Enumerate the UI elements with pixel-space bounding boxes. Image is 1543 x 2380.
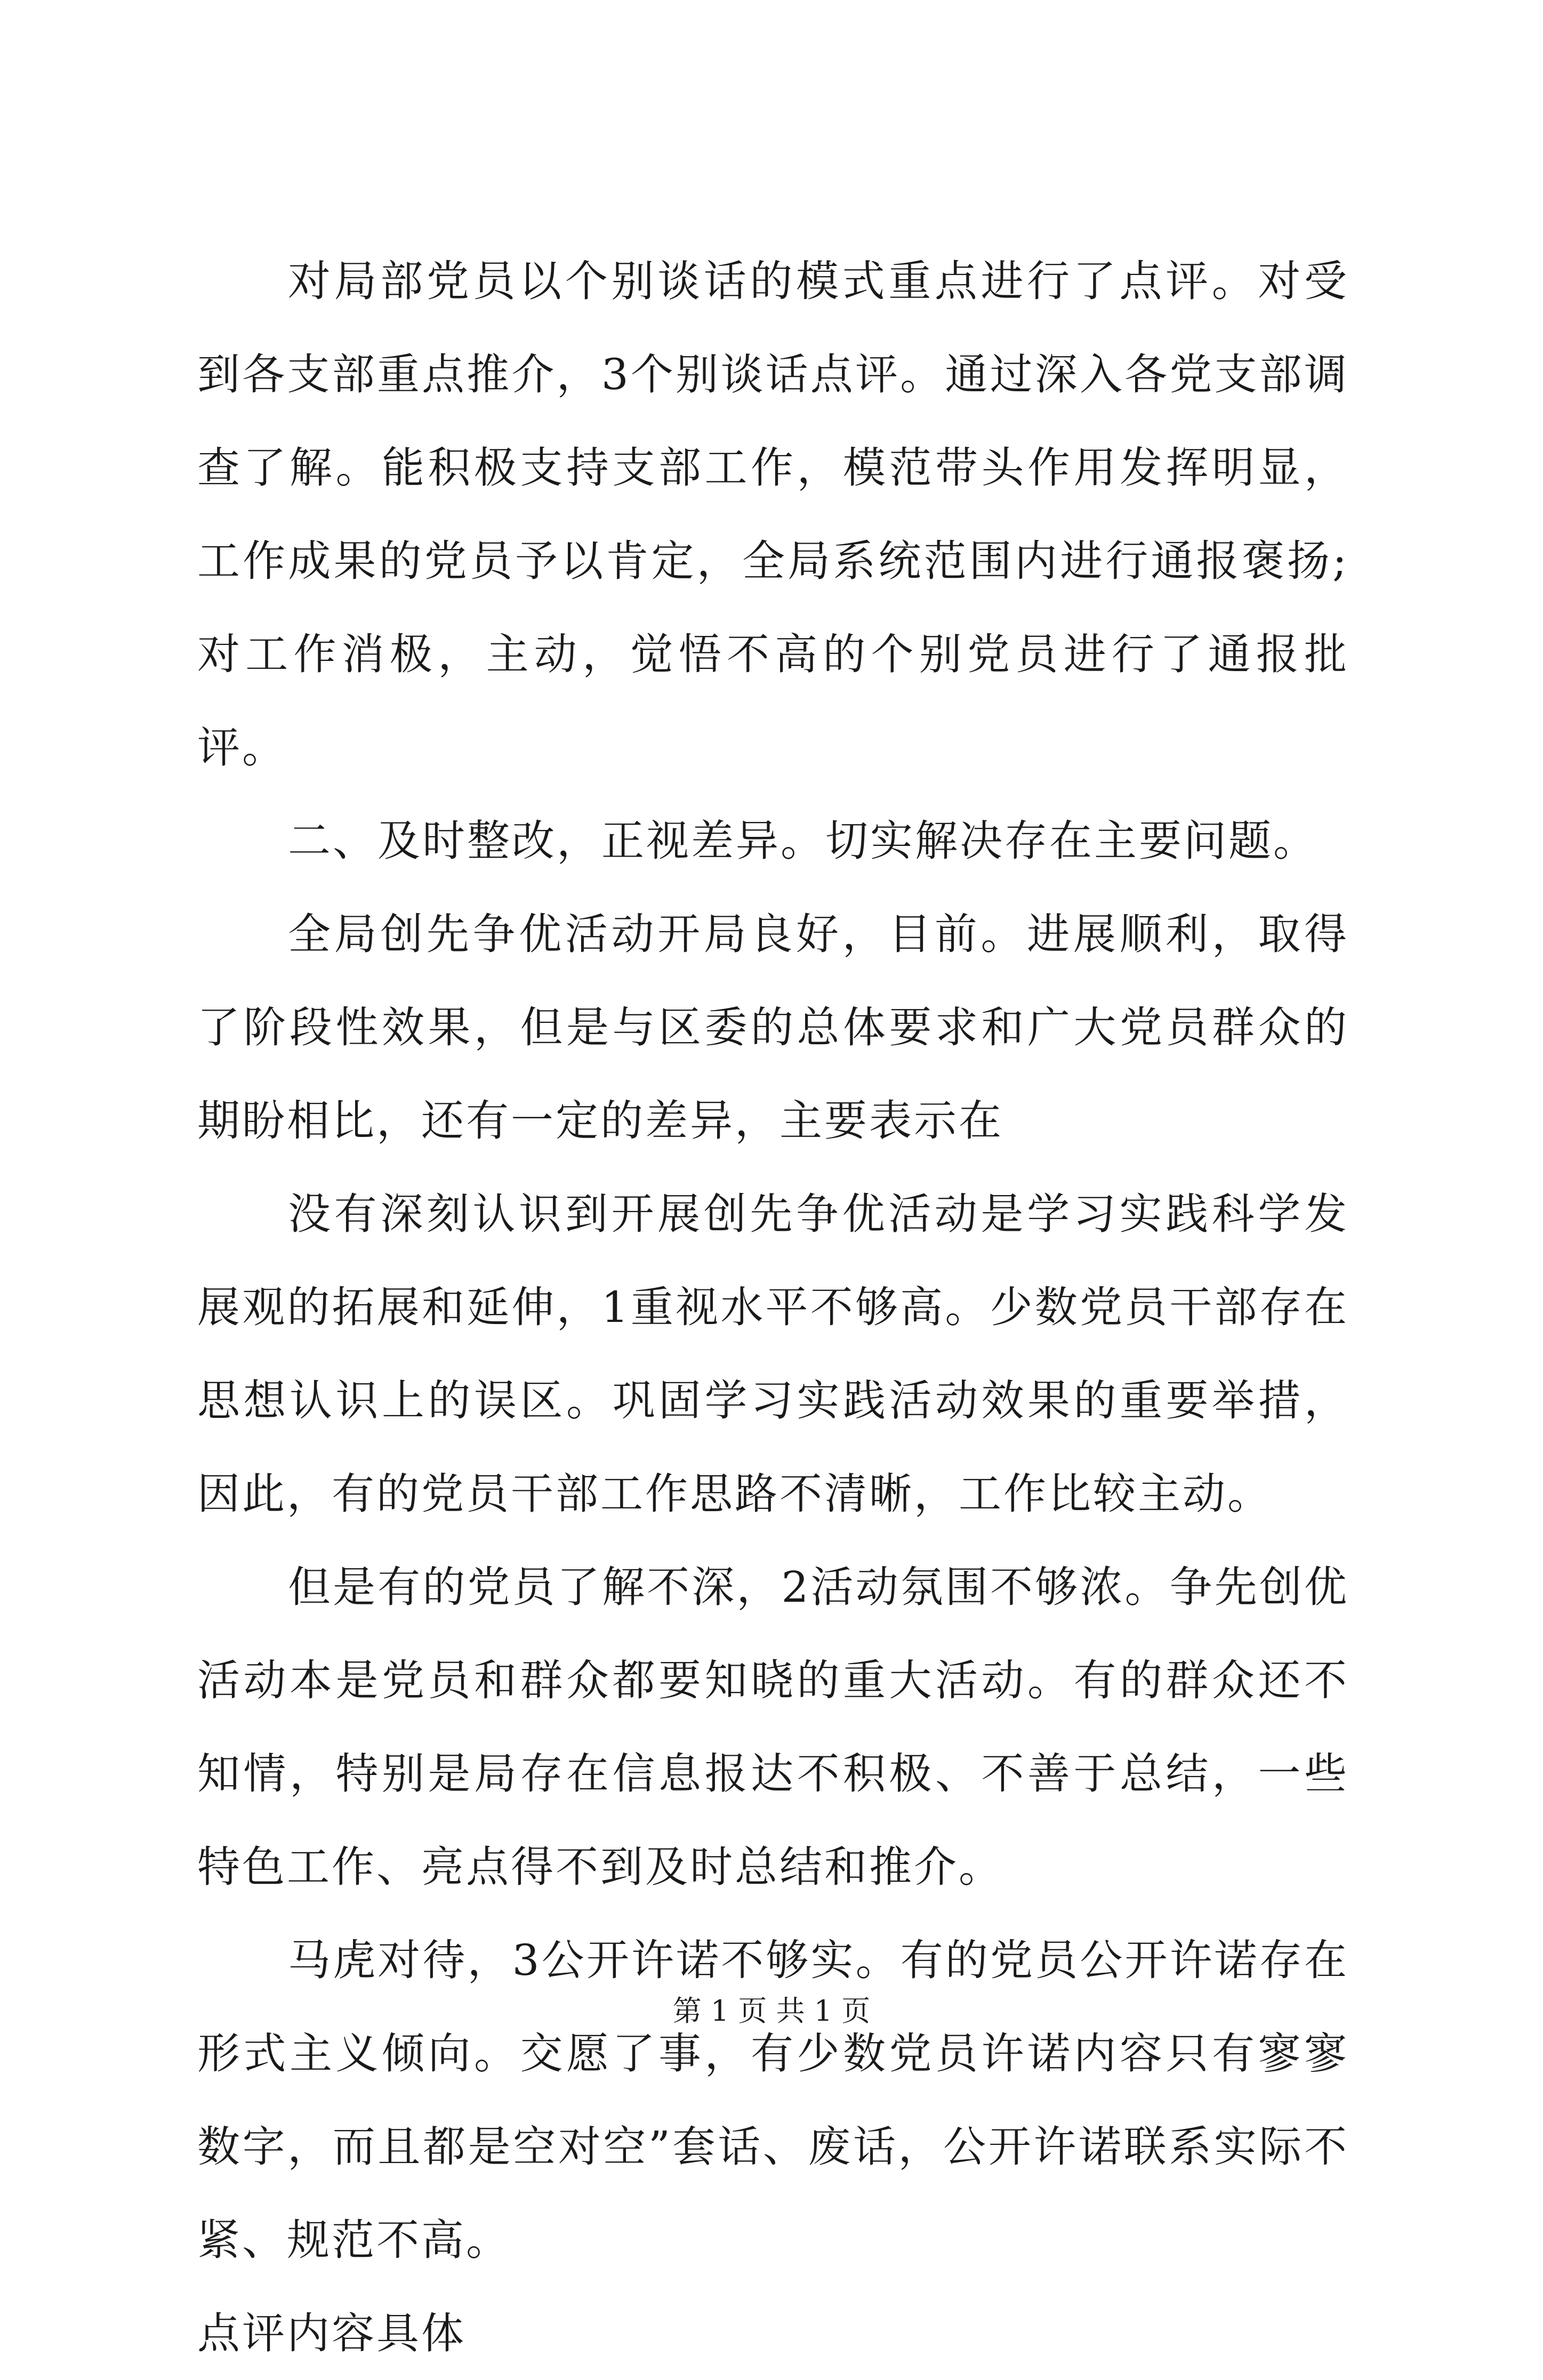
page-number-label: 第 1 页 共 1 页 [672,1994,871,2028]
paragraph-5: 但是有的党员了解不深，2活动氛围不够浓。争先创优活动本是党员和群众都要知晓的重大活动。有的群众还不知情，特别是局存在信息报达不积极、不善于总结，一些特色工作、亮点得不到及时总结和推介。 [197,1562,1349,1892]
paragraph-4: 没有深刻认识到开展创先争优活动是学习实践科学发展观的拓展和延伸，1重视水平不够高。少数党员干部存在思想认识上的误区。巩固学习实践活动效果的重要举措，因此，有的党员干部工作思路不清晰，工作比较主动。 [197,1189,1349,1519]
document-body [197,235,1349,2380]
page-footer [0,1992,1543,2030]
paragraph-3: 全局创先争优活动开局良好，目前。进展顺利，取得了阶段性效果，但是与区委的总体要求和广大党员群众的期盼相比，还有一定的差异，主要表示在 [197,909,1349,1145]
paragraph-7: 点评内容具体 [197,2309,466,2358]
paragraph-6: 马虎对待，3公开许诺不够实。有的党员公开许诺存在形式主义倾向。交愿了事，有少数党员许诺内容只有寥寥数字，而且都是空对空”套话、废话，公开许诺联系实际不紧、规范不高。 [197,1935,1349,2265]
paragraph-2-heading: 二、及时整改，正视差异。切实解决存在主要问题。 [288,816,1318,866]
paragraph-1: 对局部党员以个别谈话的模式重点进行了点评。对受到各支部重点推介，3个别谈话点评。通过深入各党支部调查了解。能积极支持支部工作，模范带头作用发挥明显，工作成果的党员予以肯定，全局系统范围内进行通报褒扬;对工作消极，主动，觉悟不高的个别党员进行了通报批评。 [197,256,1349,772]
